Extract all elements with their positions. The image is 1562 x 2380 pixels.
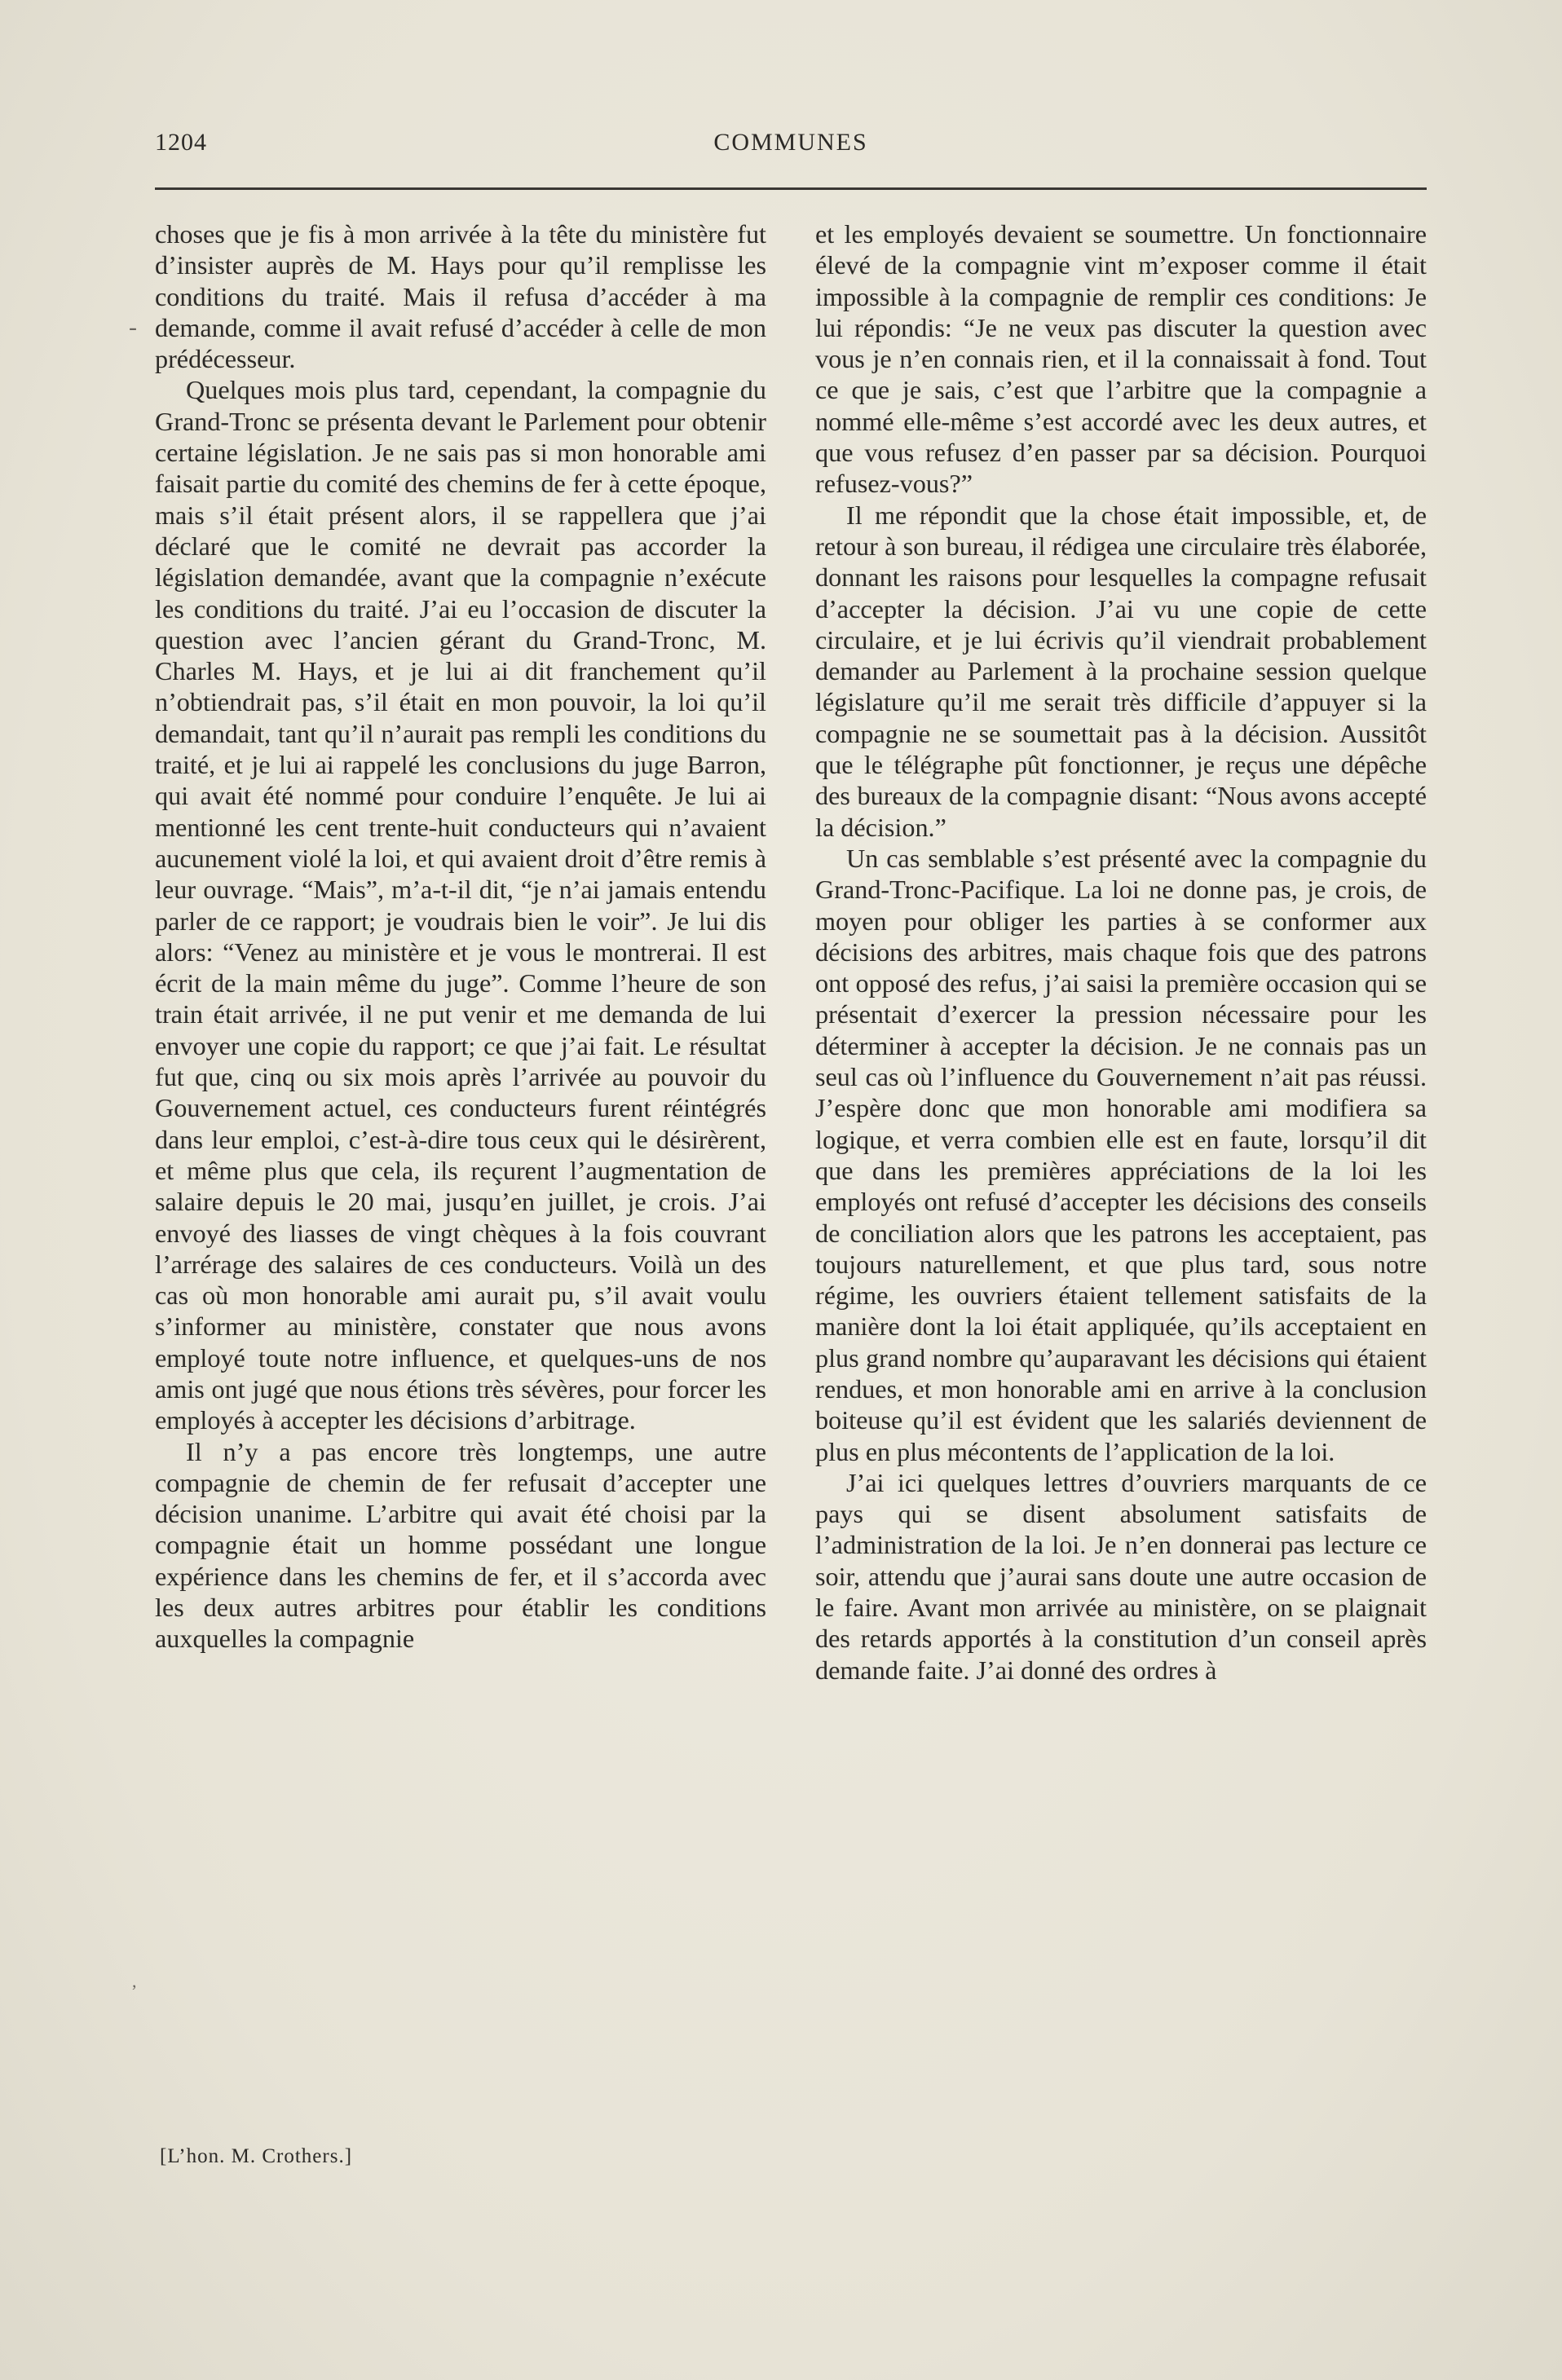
paragraph: J’ai ici quelques lettres d’ouvriers marquants de ce pays qui se disent absolument satisfaits de l’administration de la loi. Je n’en donnerai pas lecture ce soir, attendu que j’aurai sans doute une autre occasion de le faire. Avant mon arrivée au ministère, on se plaignait des retards apportés à la constitution d’un conseil après demande faite. J’ai donné des ordres à: [815, 1467, 1427, 1685]
speaker-attribution: [L’hon. M. Crothers.]: [160, 2145, 353, 2167]
paragraph: Il me répondit que la chose était impossible, et, de retour à son bureau, il rédigea une circulaire très élaborée, donnant les raisons pour lesquelles la compagne refusait d’accepter la décision. J’ai vu une copie de cette circulaire, et je lui écrivis qu’il viendrait probablement demander au Parlement à la prochaine session quelque législature qu’il me serait très difficile d’appuyer si la compagnie ne se soumettait pas à la décision. Aussitôt que le télégraphe pût fonctionner, je reçus une dépêche des bureaux de la compagnie disant: “Nous avons accepté la décision.”: [815, 500, 1427, 842]
page-number: 1204: [155, 129, 207, 156]
paragraph: et les employés devaient se soumettre. Un fonctionnaire élevé de la compagnie vint m’exposer comme il était impossible à la compagnie de remplir ces conditions: Je lui répondis: “Je ne veux pas discuter la question avec vous je n’en connais rien, et il la connaissait à fond. Tout ce que je sais, c’est que l’arbitre que la compagnie a nommé elle-même s’est accordé avec les deux autres, et que vous refusez d’en passer par sa décision. Pourquoi refusez-vous?”: [815, 219, 1427, 499]
header-rule: [155, 187, 1427, 190]
paragraph: Il n’y a pas encore très longtemps, une autre compagnie de chemin de fer refusait d’accepter une décision unanime. L’arbitre qui avait été choisi par la compagnie était un homme possédant une longue expérience dans les chemins de fer, et il s’accorda avec les deux autres arbitres pour établir les conditions auxquelles la compagnie: [155, 1436, 766, 1654]
paragraph: Quelques mois plus tard, cependant, la compagnie du Grand-Tronc se présenta devant le Parlement pour obtenir certaine législation. Je ne sais pas si mon honorable ami faisait partie du comité des chemins de fer à cette époque, mais s’il était présent alors, il se rappellera que j’ai déclaré que le comité ne devrait pas accorder la législation demandée, avant que la compagnie n’exécute les conditions du traité. J’ai eu l’occasion de discuter la question avec l’ancien gérant du Grand-Tronc, M. Charles M. Hays, et je lui ai dit franchement qu’il n’obtiendrait pas, s’il était en mon pouvoir, la loi qu’il demandait, tant qu’il n’aurait pas rempli les conditions du traité, et je lui ai rappelé les conclusions du juge Barron, qui avait été nommé pour conduire l’enquête. Je lui ai mentionné les cent trente-huit conducteurs qui n’avaient aucunement violé la loi, et qui avaient droit d’être remis à leur ouvrage. “Mais”, m’a-t-il dit, “je n’ai jamais entendu parler de ce rapport; je voudrais bien le voir”. Je lui dis alors: “Venez au ministère et je vous le montrerai. Il est écrit de la main même du juge”. Comme l’heure de son train était arrivée, il ne put venir et me demanda de lui envoyer une copie du rapport; ce que j’ai fait. Le résultat fut que, cinq ou six mois après l’arrivée au pouvoir du Gouvernement actuel, ces conducteurs furent réintégrés dans leur emploi, c’est-à-dire tous ceux qui le désirèrent, et même plus que cela, ils reçurent l’augmentation de salaire depuis le 20 mai, jusqu’en juillet, je crois. J’ai envoyé des liasses de vingt chèques à la fois couvrant l’arrérage des salaires de ces conducteurs. Voilà un des cas où mon honorable ami aurait pu, s’il avait voulu s’informer au ministère, constater que nous avons employé toute notre influence, et quelques-uns de nos amis ont jugé que nous étions très sévères, pour forcer les employés à accepter les décisions d’arbitrage.: [155, 375, 766, 1435]
paragraph: choses que je fis à mon arrivée à la tête du ministère fut d’insister auprès de M. Hays pour qu’il remplisse les conditions du traité. Mais il refusa d’accéder à ma demande, comme il avait refusé d’accéder à celle de mon prédécesseur.: [155, 219, 766, 374]
margin-mark: ,: [132, 1971, 137, 1991]
right-column: [815, 218, 1427, 1686]
running-head: COMMUNES: [713, 129, 868, 156]
margin-mark: -: [129, 314, 137, 341]
left-column: [155, 218, 766, 1655]
page-header: [155, 129, 1427, 161]
paragraph: Un cas semblable s’est présenté avec la compagnie du Grand-Tronc-Pacifique. La loi ne donne pas, je crois, de moyen pour obliger les parties à se conformer aux décisions des arbitres, mais chaque fois que des patrons ont opposé des refus, j’ai saisi la première occasion qui se présentait d’exercer la pression nécessaire pour les déterminer à accepter la décision. Je ne connais pas un seul cas où l’influence du Gouvernement n’ait pas réussi. J’espère donc que mon honorable ami modifiera sa logique, et verra combien elle est en faute, lorsqu’il dit que dans les premières appréciations de la loi les employés ont refusé d’accepter les décisions des conseils de conciliation alors que les patrons les acceptaient, pas toujours naturellement, et que plus tard, sous notre régime, les ouvriers étaient tellement satisfaits de la manière dont la loi était appliquée, qu’ils acceptaient en plus grand nombre qu’auparavant les décisions qui étaient rendues, et mon honorable ami en arrive à la conclusion boiteuse qu’il est évident que les salariés deviennent de plus en plus mécontents de l’application de la loi.: [815, 843, 1427, 1466]
